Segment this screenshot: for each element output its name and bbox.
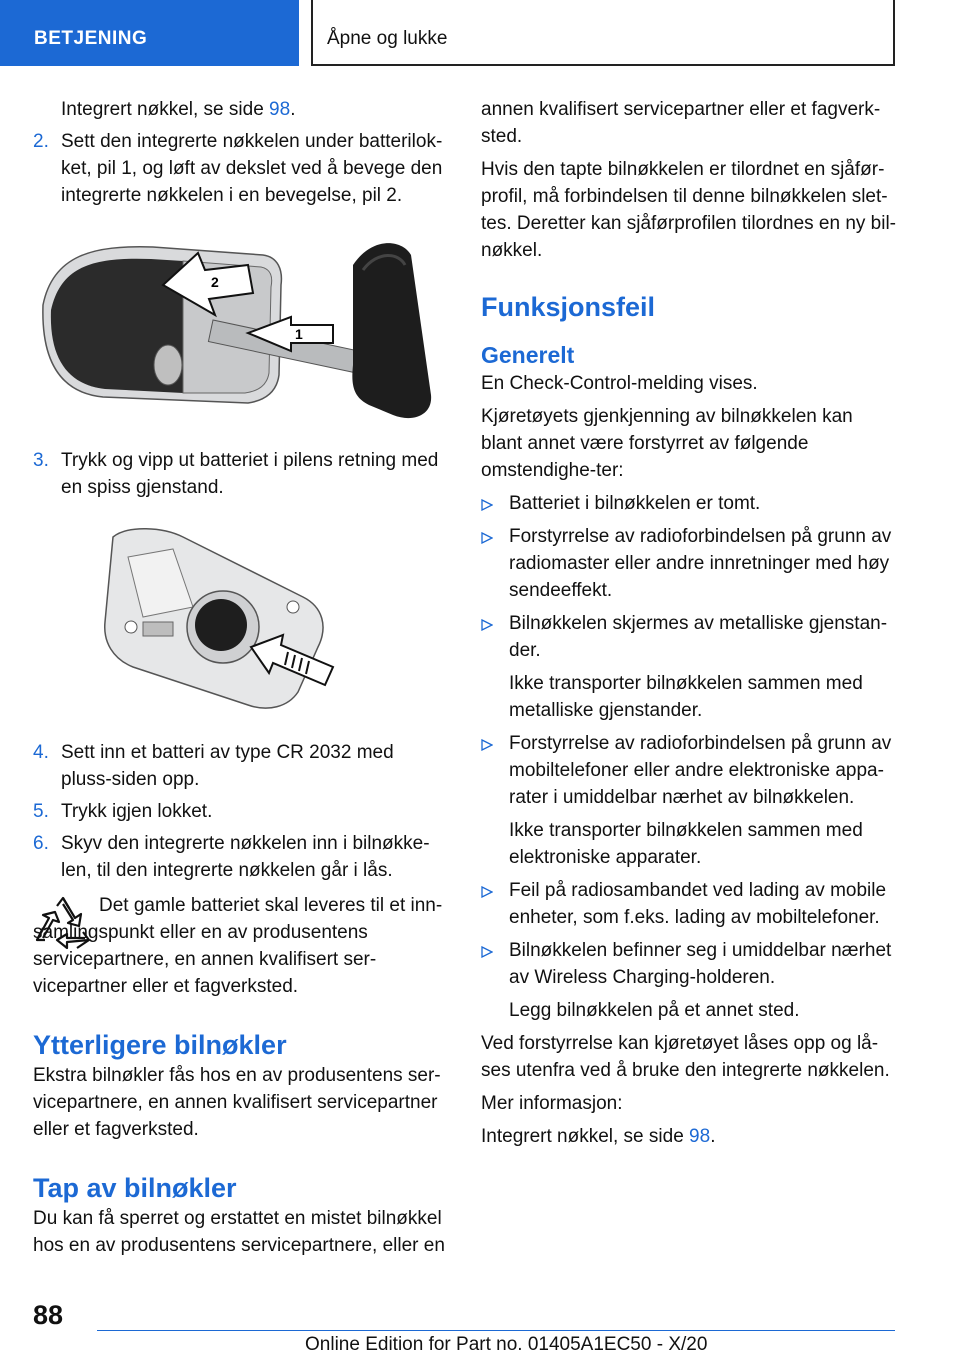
step-5 <box>33 798 449 825</box>
list-item: Bilnøkkelen befinner seg i umiddelbar nærhet av Wireless Charging-holderen. Legg bilnøkkelen på et annet sted. <box>481 937 897 1024</box>
step-number: 2. <box>33 131 49 152</box>
step-number: 6. <box>33 833 49 854</box>
paragraph: annen kvalifisert servicepartner eller et fagverk-sted. <box>481 99 881 147</box>
step-text: Skyv den integrerte nøkkelen inn i bilnøkke-len, til den integrerte nøkkelen går i lås. <box>61 833 430 881</box>
paragraph: Mer informasjon: <box>481 1093 623 1114</box>
heading-malfunction: Funksjonsfeil <box>481 292 656 322</box>
paragraph: Hvis den tapte bilnøkkelen er tilordnet en sjåfør-profil, må forbindelsen til denne bilnøkkelen slet-tes. Deretter kan sjåførprofilen tilordnes en ny bil-nøkkel. <box>481 159 897 261</box>
bullet-triangle-icon <box>481 739 493 751</box>
arrow-label-1: 1 <box>295 326 303 342</box>
list-item: Forstyrrelse av radioforbindelsen på grunn av radiomaster eller andre innretninger med høy sendeeffekt. <box>481 523 897 604</box>
list-item: Batteriet i bilnøkkelen er tomt. <box>481 490 897 517</box>
reference: Integrert nøkkel, se side 98. <box>481 1126 716 1147</box>
key-removal-figure <box>33 225 449 425</box>
step-text: Trykk og vipp ut batteriet i pilens retning med en spiss gjenstand. <box>61 450 439 498</box>
note-text: Det gamle batteriet skal leveres til et inn-samlingspunkt eller en av produsentens servicepartnere, en annen kvalifisert ser-vicepartner eller et fagverksted. <box>33 895 443 997</box>
arrow-label-2: 2 <box>211 274 219 290</box>
step-number: 4. <box>33 742 49 763</box>
step-text: Sett den integrerte nøkkelen under batterilok-ket, pil 1, og løft av dekslet ved å bevege den integrerte nøkkelen i en bevegelse, pil 2. <box>61 131 443 206</box>
bullet-triangle-icon <box>481 946 493 958</box>
battery-compartment-figure <box>33 517 449 717</box>
cause-list <box>481 490 897 1024</box>
continued-reference: Integrert nøkkel, se side 98. <box>61 99 296 120</box>
page-number: 88 <box>33 1300 64 1330</box>
list-item: Feil på radiosambandet ved lading av mobile enheter, som f.eks. lading av mobiltelefoner. <box>481 877 897 931</box>
step-number: 3. <box>33 450 49 471</box>
bullet-triangle-icon <box>481 532 493 544</box>
chapter-title: Åpne og lukke <box>327 28 448 49</box>
chapter-box <box>311 0 895 66</box>
paragraph: En Check-Control-melding vises. <box>481 373 758 394</box>
left-column <box>33 96 449 1259</box>
footer-divider <box>97 1330 895 1331</box>
page-header <box>0 0 960 66</box>
recycle-icon <box>35 896 91 952</box>
step-4 <box>33 739 449 793</box>
heading-lost-keys: Tap av bilnøkler <box>33 1173 237 1203</box>
paragraph: Ved forstyrrelse kan kjøretøyet låses opp og lå-ses utenfra ved å bruke den integrerte nøkkelen. <box>481 1033 890 1081</box>
page-link[interactable]: 98 <box>269 99 291 120</box>
heading-extra-keys: Ytterligere bilnøkler <box>33 1030 287 1060</box>
section-tab <box>0 0 299 66</box>
bullet-triangle-icon <box>481 886 493 898</box>
recycling-note <box>33 892 449 1000</box>
right-column <box>481 96 897 1156</box>
bullet-triangle-icon <box>481 619 493 631</box>
list-item: Bilnøkkelen skjermes av metalliske gjenstan-der. Ikke transporter bilnøkkelen sammen med metalliske gjenstander. <box>481 610 897 724</box>
step-text: Sett inn et batteri av type CR 2032 med pluss-siden opp. <box>61 742 394 790</box>
list-item-detail: Ikke transporter bilnøkkelen sammen med elektroniske apparater. <box>509 820 863 868</box>
list-item-detail: Legg bilnøkkelen på et annet sted. <box>509 1000 800 1021</box>
list-item-detail: Ikke transporter bilnøkkelen sammen med metalliske gjenstander. <box>509 673 863 721</box>
step-6 <box>33 830 449 884</box>
page-link[interactable]: 98 <box>689 1126 711 1147</box>
section-title: BETJENING <box>34 28 148 49</box>
step-number: 5. <box>33 801 49 822</box>
list-item: Forstyrrelse av radioforbindelsen på grunn av mobiltelefoner eller andre elektroniske appa-rater i umiddelbar nærhet av bilnøkkelen. Ikke transporter bilnøkkelen sammen med elektroniske apparater. <box>481 730 897 871</box>
bullet-triangle-icon <box>481 499 493 511</box>
heading-general: Generelt <box>481 342 575 368</box>
paragraph: Kjøretøyets gjenkjenning av bilnøkkelen kan blant annet være forstyrret av følgende omstendighe-ter: <box>481 406 853 481</box>
extra-keys-text: Ekstra bilnøkler fås hos en av produsentens ser-vicepartnere, en annen kvalifisert servicepartner eller et fagverksted. <box>33 1065 441 1140</box>
step-2 <box>33 128 449 209</box>
step-3 <box>33 447 449 501</box>
step-text: Trykk igjen lokket. <box>61 801 213 822</box>
lost-keys-text: Du kan få sperret og erstattet en mistet bilnøkkel hos en av produsentens servicepartnere, eller en <box>33 1208 445 1256</box>
footer-edition: Online Edition for Part no. 01405A1EC50 - X/20 <box>305 1334 708 1355</box>
